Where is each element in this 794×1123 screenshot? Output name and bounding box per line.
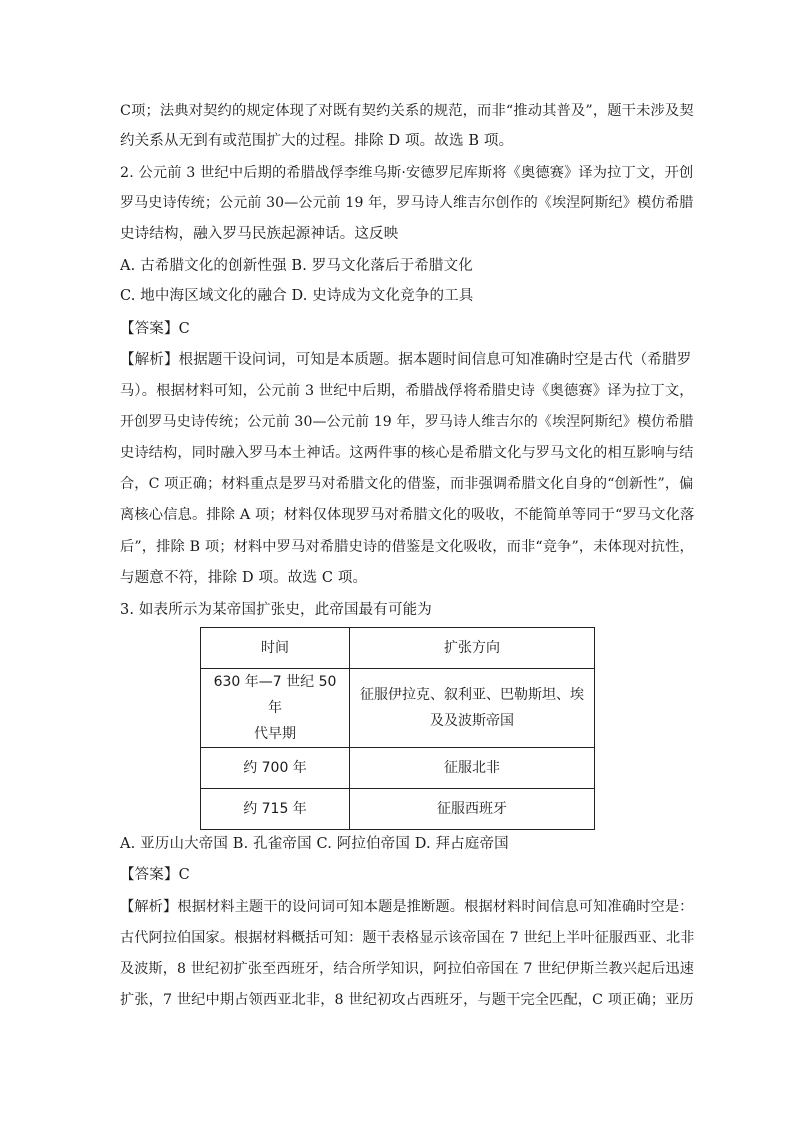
text-line: 与题意不符，排除 D 项。故选 C 项。	[120, 570, 368, 586]
table-cell-direction: 征服北非	[350, 748, 595, 789]
cell-text: 及及波斯帝国	[430, 713, 514, 729]
text-line: 开创罗马史诗传统；公元前 30—公元前 19 年，罗马诗人维吉尔的《埃涅阿斯纪》模仿希腊	[120, 414, 694, 430]
cell-text: 630 年—7 世纪 50 年	[213, 674, 337, 716]
text-line: 史诗结构，同时融入罗马本土神话。这两件事的核心是希腊文化与罗马文化的相互影响与结	[120, 445, 694, 461]
table-header-cell: 扩张方向	[350, 628, 595, 669]
table-row	[201, 789, 595, 830]
question-2-stem: 2. 公元前 3 世纪中后期的希腊战俘李维乌斯·安德罗尼库斯将《奥德赛》译为拉丁文，开创	[120, 165, 694, 181]
question-2-options-ab: A. 古希腊文化的创新性强 B. 罗马文化落后于希腊文化	[120, 258, 473, 274]
text-line: 罗马史诗传统；公元前 30—公元前 19 年，罗马诗人维吉尔创作的《埃涅阿斯纪》模仿希腊	[120, 195, 694, 211]
cell-text: 代早期	[254, 726, 296, 742]
expansion-table	[200, 627, 595, 830]
analysis-text: 【解析】根据材料主题干的设问词可知本题是推断题。根据材料时间信息可知准确时空是：	[120, 899, 694, 915]
answer-label: 【答案】C	[120, 867, 190, 883]
table-row	[201, 669, 595, 748]
text-line: C项；法典对契约的规定体现了对既有契约关系的规范，而非“推动其普及”，题干未涉及契	[120, 103, 694, 119]
table-cell-time	[201, 669, 350, 748]
text-line: 扩张，7 世纪中期占领西亚北非，8 世纪初攻占西班牙，与题干完全匹配，C 项正确；亚历	[120, 992, 694, 1008]
table-row	[201, 748, 595, 789]
table-cell-time: 约 700 年	[201, 748, 350, 789]
table-cell-direction: 征服西班牙	[350, 789, 595, 830]
table-cell-time: 约 715 年	[201, 789, 350, 830]
answer-label: 【答案】C	[120, 321, 190, 337]
text-line: 合，C 项正确；材料重点是罗马对希腊文化的借鉴，而非强调希腊文化自身的“创新性”，偏	[120, 476, 694, 492]
table-cell-direction	[350, 669, 595, 748]
text-line: 约关系从无到有或范围扩大的过程。排除 D 项。故选 B 项。	[120, 133, 514, 149]
text-line: 离核心信息。排除 A 项；材料仅体现罗马对希腊文化的吸收，不能简单等同于“罗马文化落	[120, 507, 695, 523]
question-2-options-cd: C. 地中海区域文化的融合 D. 史诗成为文化竞争的工具	[120, 288, 474, 304]
table-header-cell: 时间	[201, 628, 350, 669]
text-line: 后”，排除 B 项；材料中罗马对希腊史诗的借鉴是文化吸收，而非“竞争”，未体现对抗性，	[120, 539, 694, 555]
table-header-row	[201, 628, 595, 669]
text-line: 古代阿拉伯国家。根据材料概括可知：题干表格显示该帝国在 7 世纪上半叶征服西亚、北非	[120, 930, 695, 946]
text-line: 及波斯，8 世纪初扩张至西班牙，结合所学知识，阿拉伯帝国在 7 世纪伊斯兰教兴起后迅速	[120, 961, 695, 977]
question-3-options: A. 亚历山大帝国 B. 孔雀帝国 C. 阿拉伯帝国 D. 拜占庭帝国	[120, 836, 509, 852]
question-3-stem: 3. 如表所示为某帝国扩张史，此帝国最有可能为	[120, 602, 432, 618]
analysis-text: 【解析】根据题干设问词，可知是本质题。据本题时间信息可知准确时空是古代（希腊罗	[120, 352, 692, 368]
text-line: 史诗结构，融入罗马民族起源神话。这反映	[120, 226, 399, 242]
text-line: 马）。根据材料可知，公元前 3 世纪中后期，希腊战俘将希腊史诗《奥德赛》译为拉丁文，	[120, 383, 694, 399]
cell-text: 征服伊拉克、叙利亚、巴勒斯坦、埃	[360, 687, 584, 703]
